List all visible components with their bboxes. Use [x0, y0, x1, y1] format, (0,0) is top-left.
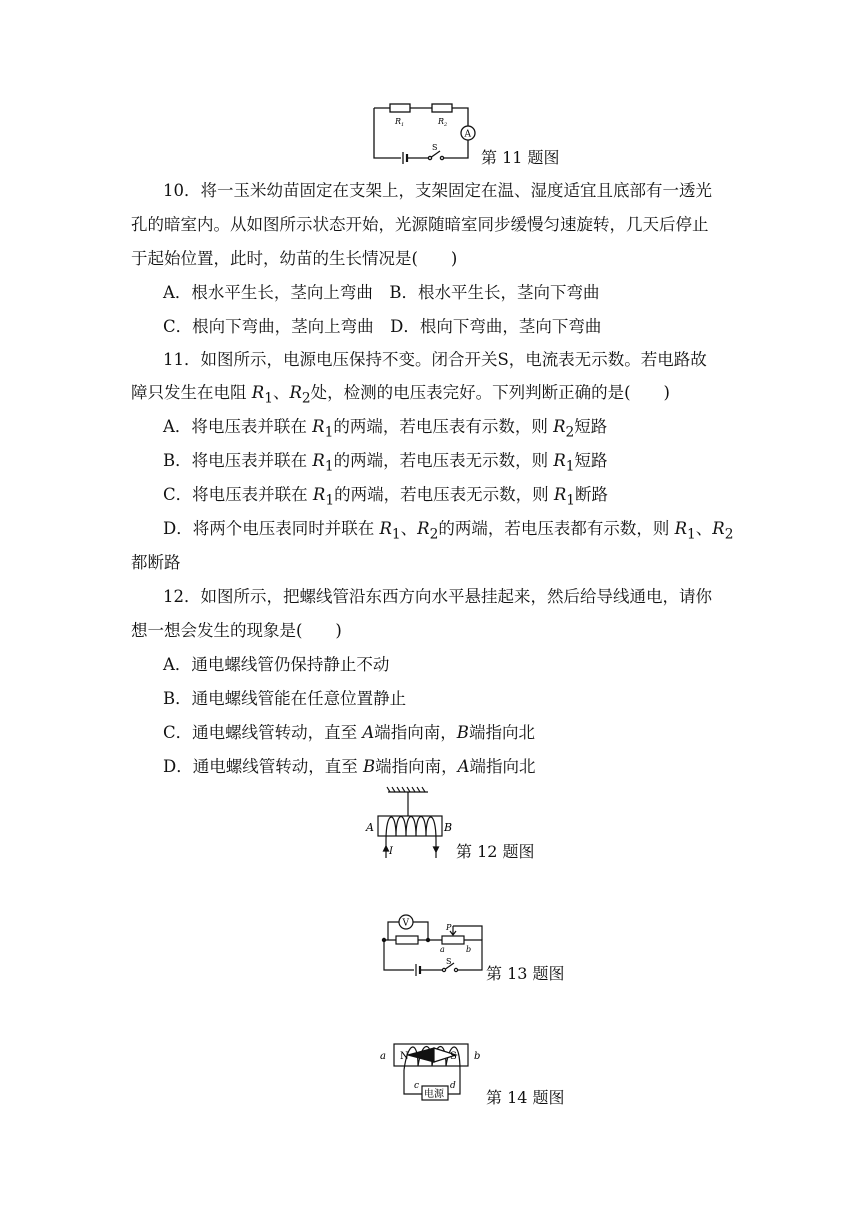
fig11-switch-label: S — [432, 143, 438, 152]
q10-stem-line-1: 10．将一玉米幼苗固定在支架上，支架固定在温、湿度适宜且底部有一透光 — [163, 181, 712, 200]
fig11-ammeter-label: A — [464, 129, 471, 140]
q10-options-cd: C．根向下弯曲，茎向上弯曲 D．根向下弯曲，茎向下弯曲 — [163, 317, 602, 336]
figure-13-circuit — [378, 912, 488, 982]
fig13-voltmeter-label: V — [402, 918, 409, 929]
q11-option-c: C．将电压表并联在 $R_1$的两端，若电压表无示数，则 $R_1$断路 — [163, 485, 608, 509]
fig14-d-label: d — [450, 1081, 456, 1091]
q11-stem-line-2: 障只发生在电阻 $R_1$、$R_2$处，检测的电压表完好。下列判断正确的是( ) — [131, 383, 670, 407]
q10-options-ab: A．根水平生长，茎向上弯曲 B．根水平生长，茎向下弯曲 — [163, 283, 600, 302]
figure-13-caption: 第 13 题图 — [486, 964, 565, 983]
fig11-r1-label: $R_1$ — [395, 117, 405, 128]
fig13-b-label: b — [466, 945, 472, 954]
fig14-n-label: N — [400, 1051, 409, 1062]
q10-stem-line-3: 于起始位置，此时，幼苗的生长情况是( ) — [131, 249, 458, 268]
q11-option-d-line-2: 都断路 — [131, 553, 181, 572]
figure-12-caption: 第 12 题图 — [456, 842, 535, 861]
fig13-a-label: a — [440, 945, 445, 954]
q11-option-a: A．将电压表并联在 $R_1$的两端，若电压表有示数，则 $R_2$短路 — [163, 417, 608, 441]
fig14-a-label: a — [380, 1051, 386, 1062]
q11-option-b: B．将电压表并联在 $R_1$的两端，若电压表无示数，则 $R_1$短路 — [163, 451, 608, 475]
figure-12-solenoid — [364, 786, 454, 862]
fig14-b-label: b — [474, 1051, 481, 1062]
fig13-slider-label: P — [446, 923, 452, 932]
q11-stem-line-1: 11．如图所示，电源电压保持不变。闭合开关S，电流表无示数。若电路故 — [163, 350, 707, 369]
figure-14-caption: 第 14 题图 — [486, 1088, 565, 1107]
q12-option-b: B．通电螺线管能在任意位置静止 — [163, 689, 407, 708]
fig12-b-label: B — [444, 821, 453, 834]
q12-option-d: D．通电螺线管转动，直至 B端指向南，A端指向北 — [163, 757, 536, 776]
q11-option-d-line-1: D．将两个电压表同时并联在 $R_1$、$R_2$的两端，若电压表都有示数，则 $R_1$、$R_2$ — [163, 519, 734, 543]
fig14-power-label: 电源 — [424, 1089, 444, 1100]
q12-option-a: A．通电螺线管仍保持静止不动 — [163, 655, 390, 674]
fig14-s-label: S — [450, 1051, 457, 1062]
fig11-r2-label: $R_2$ — [438, 117, 448, 128]
figure-11-circuit — [368, 96, 478, 164]
q12-option-c: C．通电螺线管转动，直至 A端指向南，B端指向北 — [163, 723, 535, 742]
figure-11-caption: 第 11 题图 — [481, 148, 560, 167]
fig12-current-label: I — [389, 846, 393, 857]
q12-stem-line-2: 想一想会发生的现象是( ) — [131, 621, 342, 640]
figure-14-electromagnet — [378, 1034, 484, 1108]
fig13-switch-label: S — [446, 957, 452, 966]
fig14-c-label: c — [414, 1081, 420, 1091]
q12-stem-line-1: 12．如图所示，把螺线管沿东西方向水平悬挂起来，然后给导线通电，请你 — [163, 587, 712, 606]
fig12-a-label: A — [366, 821, 374, 834]
q10-stem-line-2: 孔的暗室内。从如图所示状态开始，光源随暗室同步缓慢匀速旋转，几天后停止 — [131, 215, 709, 234]
